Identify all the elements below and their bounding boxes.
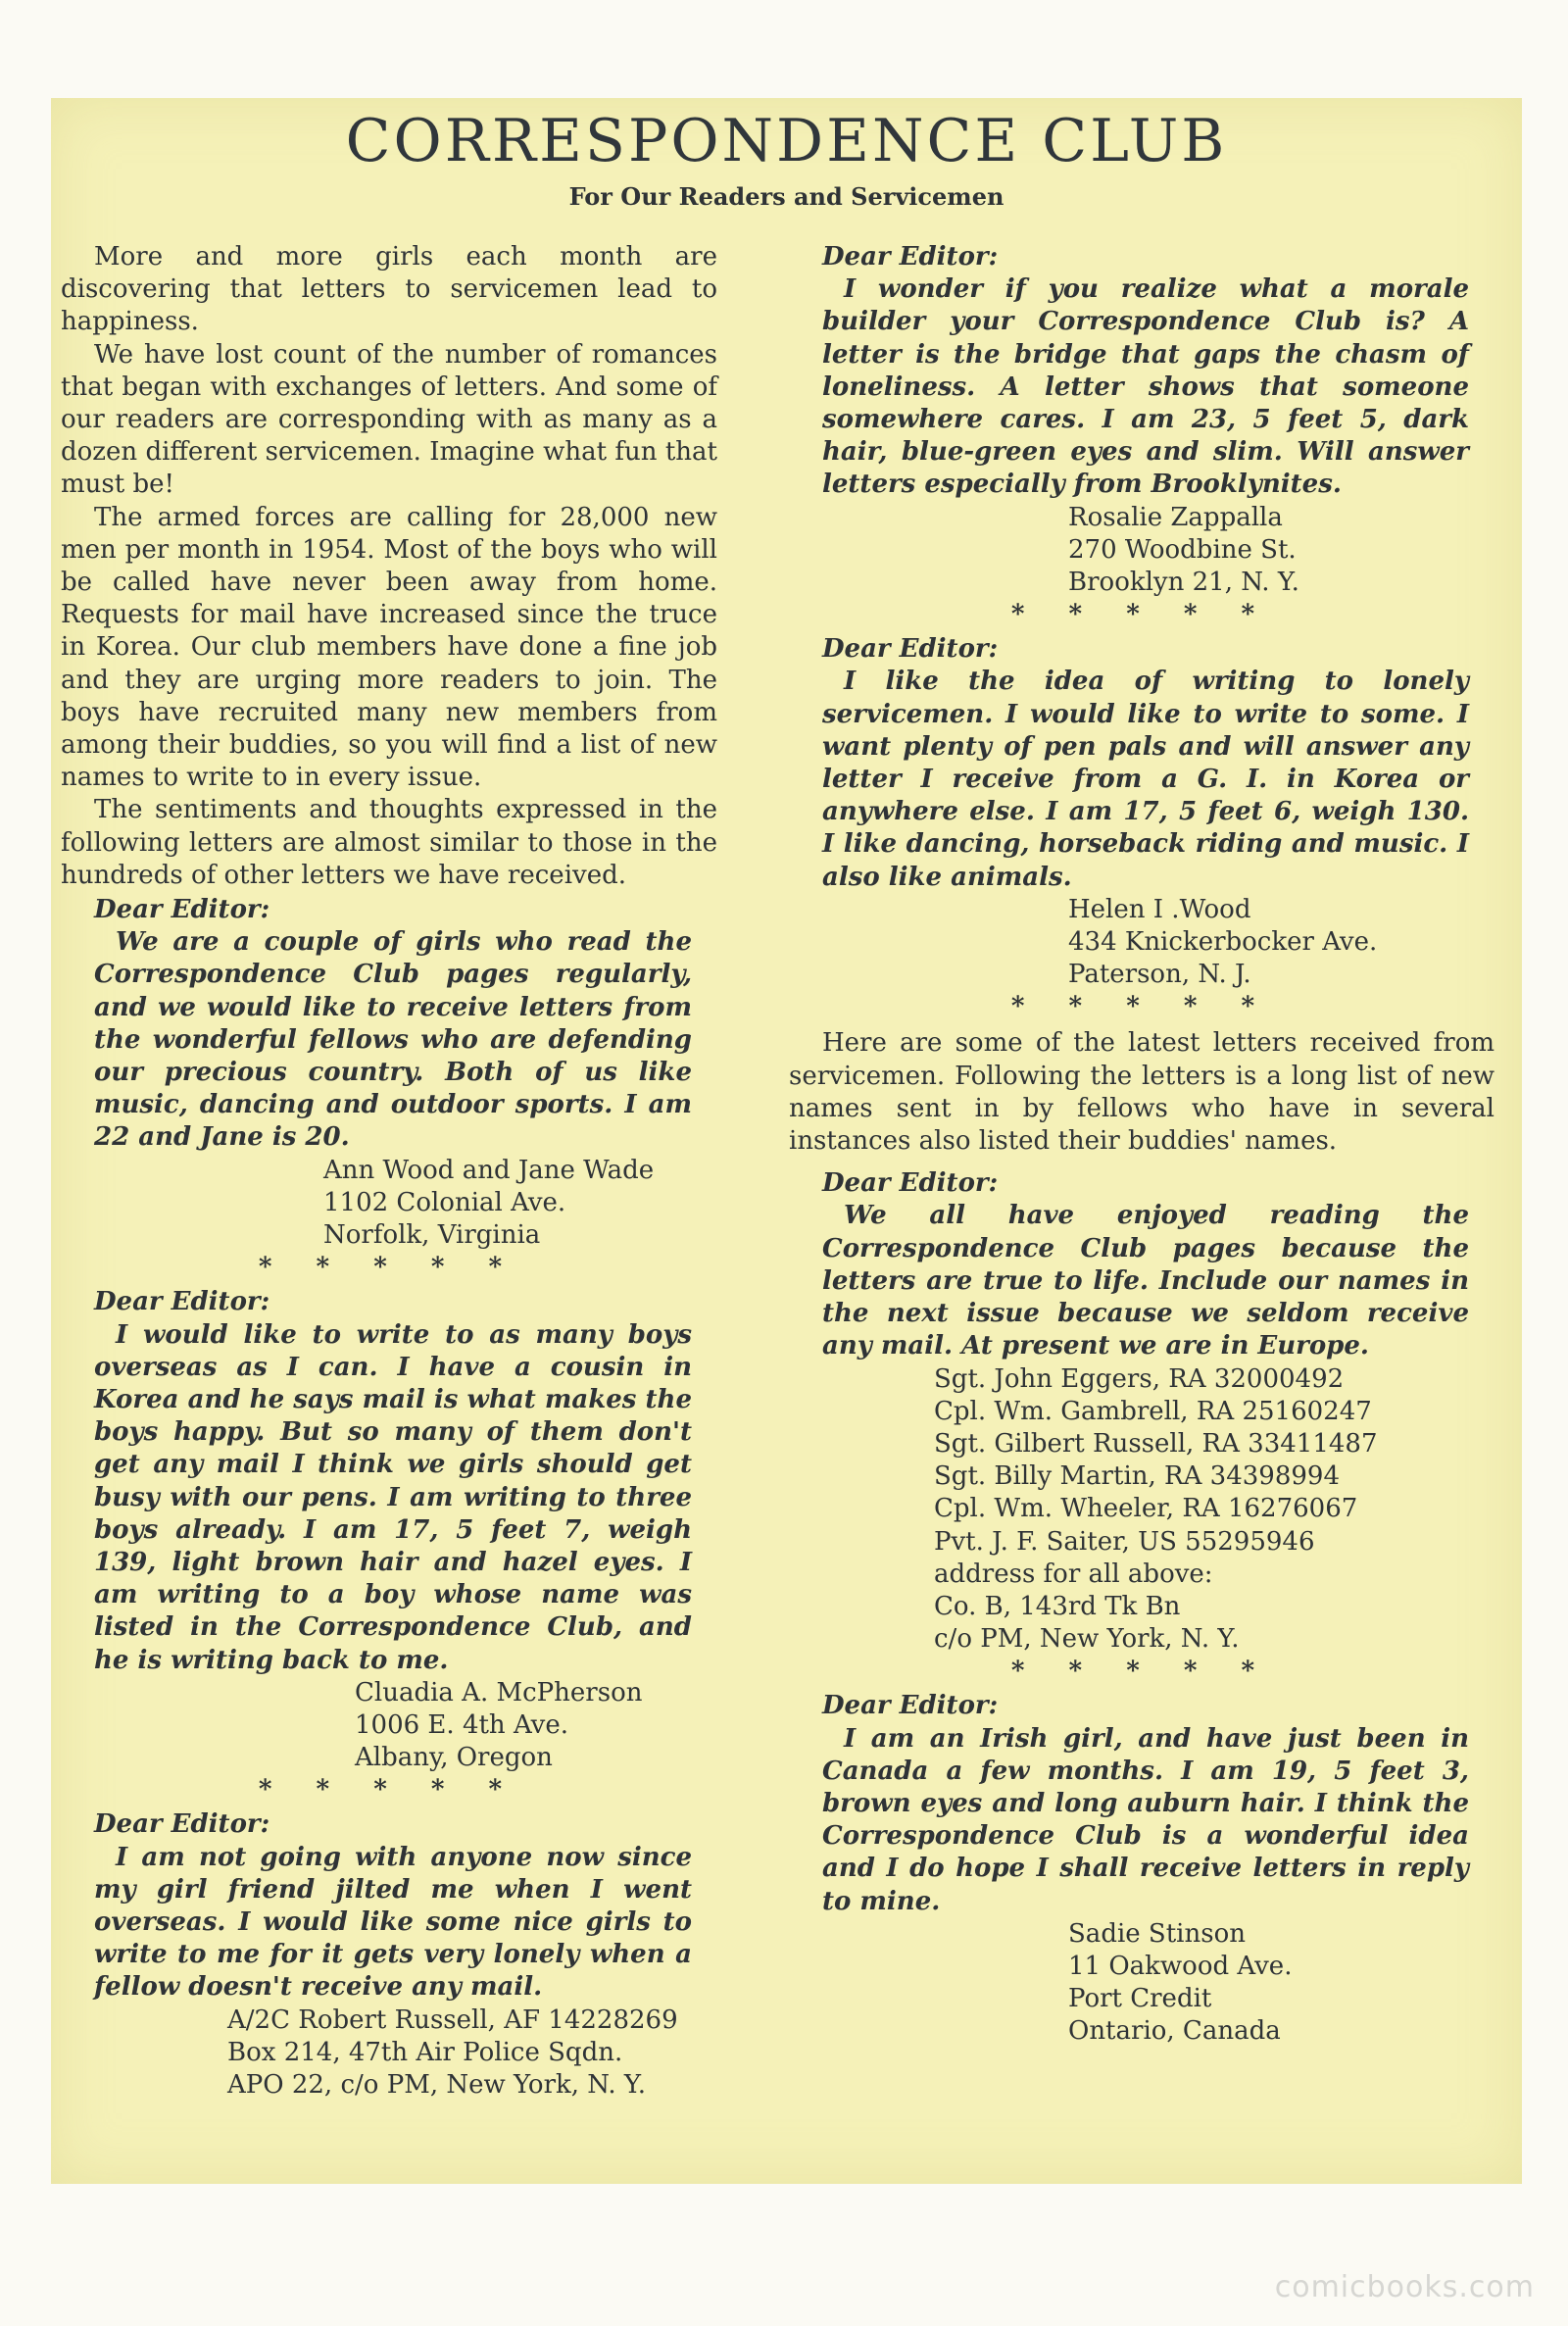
letter-body: We are a couple of girls who read the Correspondence Club pages regularly, and we would like to receive letters from the wonderful fellows who are defending our precious country. Both of us like music, dancing and outdoor sports. I am 22 and Jane is 20. — [94, 927, 692, 1153]
letter — [789, 633, 1494, 991]
letter-salutation: Dear Editor: — [822, 1168, 999, 1199]
intro-paragraph: More and more girls each month are discovering that letters to servicemen lead to happiness. — [61, 242, 717, 337]
signature-line: A/2C Robert Russell, AF 14228269 — [227, 2004, 678, 2035]
signature-line: Cluadia A. McPherson — [355, 1677, 643, 1707]
separator-stars: * * * * * — [258, 1775, 520, 1806]
signature-line: Helen I .Wood — [1068, 894, 1251, 924]
letter-salutation: Dear Editor: — [822, 1691, 999, 1721]
signature-line: address for all above: — [934, 1559, 1213, 1589]
letter-body: I am an Irish girl, and have just been in Canada a few months. I am 19, 5 feet 3, brown eyes and long auburn hair. I think the Correspondence Club is a wonderful idea and I do hope I shall receive letters in reply to mine. — [822, 1723, 1469, 1916]
letter-signature — [789, 502, 1494, 600]
letter-salutation: Dear Editor: — [94, 1287, 270, 1317]
signature-line: Co. B, 143rd Tk Bn — [934, 1591, 1181, 1621]
page-subtitle: For Our Readers and Servicemen — [568, 182, 1004, 211]
letter — [61, 894, 717, 1252]
signature-line: 11 Oakwood Ave. — [1068, 1951, 1293, 1981]
letter-body: I am not going with anyone now since my girl friend jilted me when I went overseas. I would like some nice girls to write to me for it gets very lonely when a fellow doesn't receive any mail. — [94, 1842, 692, 2003]
letter-body: I wonder if you realize what a morale builder your Correspondence Club is? A letter is the bridge that gaps the chasm of loneliness. A letter shows that someone somewhere cares. I am 23, 5 feet 5, dark hair, blue-green eyes and slim. Will answer letters especially from Brooklynites. — [822, 274, 1469, 500]
letter — [61, 1808, 717, 2102]
letter — [61, 1286, 717, 1774]
letter-salutation: Dear Editor: — [94, 895, 270, 925]
signature-line: Sgt. Gilbert Russell, RA 33411487 — [934, 1428, 1378, 1459]
letter-salutation: Dear Editor: — [94, 1809, 270, 1840]
signature-line: c/o PM, New York, N. Y. — [934, 1624, 1240, 1655]
letter-signature — [61, 1677, 717, 1775]
site-watermark: comicbooks.com — [1274, 2270, 1535, 2304]
magazine-page — [51, 98, 1522, 2184]
letter — [789, 1167, 1494, 1656]
letter-signature — [789, 894, 1494, 992]
letter-signature — [61, 1155, 717, 1253]
letter — [789, 1690, 1494, 2048]
signature-line: 1006 E. 4th Ave. — [355, 1709, 569, 1740]
signature-line: Ontario, Canada — [1068, 2016, 1281, 2047]
signature-line: Sgt. Billy Martin, RA 34398994 — [934, 1461, 1340, 1492]
letter-body: I like the idea of writing to lonely servicemen. I would like to write to some. I want plenty of pen pals and will answer any letter I receive from a G. I. in Korea or anywhere else. I am 17, 5 feet 6, weigh 130. I like dancing, horseback riding and music. I also like animals. — [822, 667, 1469, 892]
signature-line: Sadie Stinson — [1068, 1918, 1246, 1949]
letter-body: We all have enjoyed reading the Correspondence Club pages because the letters are true to life. Include our names in the next issue because we seldom receive any mail. At present we are in Europe. — [822, 1201, 1469, 1361]
signature-line: Rosalie Zappalla — [1068, 502, 1283, 532]
signature-line: Norfolk, Virginia — [323, 1220, 541, 1251]
signature-line: Cpl. Wm. Gambrell, RA 25160247 — [934, 1396, 1372, 1426]
signature-line: Pvt. J. F. Saiter, US 55295946 — [934, 1526, 1315, 1557]
intro-paragraph: We have lost count of the number of romances that began with exchanges of letters. And some of our readers are corresponding with as many as a dozen different servicemen. Imagine what fun that must be! — [61, 339, 717, 500]
signature-line: Brooklyn 21, N. Y. — [1068, 568, 1299, 598]
signature-line: Cpl. Wm. Wheeler, RA 16276067 — [934, 1494, 1358, 1524]
signature-line: Albany, Oregon — [355, 1743, 553, 1773]
signature-line: Paterson, N. J. — [1068, 960, 1251, 990]
left-column — [61, 241, 717, 2102]
separator-stars: * * * * * — [258, 1253, 520, 1283]
signature-line: Box 214, 47th Air Police Sqdn. — [227, 2037, 623, 2067]
signature-line: 434 Knickerbocker Ave. — [1068, 927, 1378, 958]
page-title: CORRESPONDENCE CLUB — [345, 107, 1228, 175]
signature-line: 270 Woodbine St. — [1068, 534, 1297, 565]
letter-signature — [61, 2004, 717, 2103]
signature-line: Port Credit — [1068, 1984, 1212, 2014]
letter-signature — [789, 1918, 1494, 2049]
letter-salutation: Dear Editor: — [822, 242, 999, 272]
right-column — [789, 241, 1494, 2049]
intro-paragraph: The sentiments and thoughts expressed in the following letters are almost similar to those in the hundreds of other letters we have received. — [61, 795, 717, 890]
signature-line: Ann Wood and Jane Wade — [323, 1155, 655, 1185]
separator-stars: * * * * * — [1010, 600, 1273, 630]
letter-signature — [789, 1363, 1494, 1657]
separator-stars: * * * * * — [1010, 1657, 1273, 1687]
signature-line: 1102 Colonial Ave. — [323, 1187, 566, 1217]
letter-salutation: Dear Editor: — [822, 634, 999, 665]
letter-body: I would like to write to as many boys overseas as I can. I have a cousin in Korea and he says mail is what makes the boys happy. But so many of them don't get any mail I think we girls should get busy with our pens. I am writing to three boys already. I am 17, 5 feet 7, weigh 139, light brown hair and hazel eyes. I am writing to a boy whose name was listed in the Correspondence Club, and he is writing back to me. — [94, 1319, 692, 1675]
signature-line: APO 22, c/o PM, New York, N. Y. — [227, 2069, 646, 2100]
servicemen-intro: Here are some of the latest letters received from servicemen. Following the letters is a long list of new names sent in by fellows who have in several instances also listed their buddies' names. — [789, 1028, 1494, 1157]
signature-line: Sgt. John Eggers, RA 32000492 — [934, 1363, 1345, 1394]
separator-stars: * * * * * — [1010, 992, 1273, 1022]
letter — [789, 241, 1494, 599]
intro-paragraph: The armed forces are calling for 28,000 new men per month in 1954. Most of the boys who will be called have never been away from home. Requests for mail have increased since the truce in Korea. Our club members have done a fine job and they are urging more readers to join. The boys have recruited many new members from among their buddies, so you will find a list of new names to write to in every issue. — [61, 502, 717, 793]
